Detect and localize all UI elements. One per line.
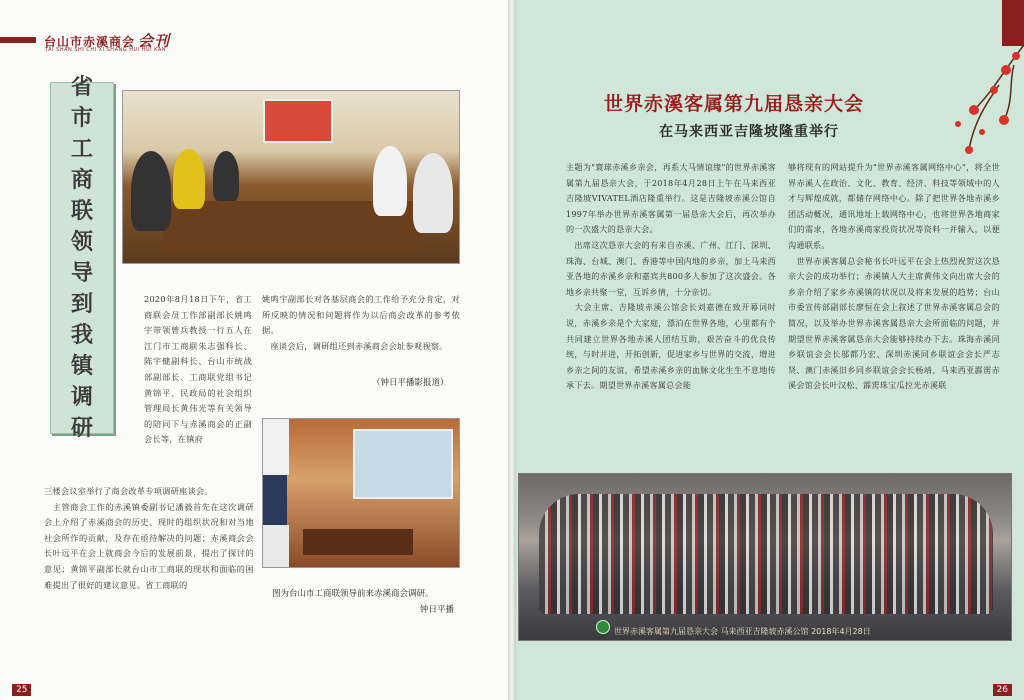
magazine-title-script: 会刊 — [138, 32, 171, 50]
vertical-title-char: 领 — [70, 229, 93, 255]
vertical-article-title — [50, 74, 114, 441]
presentation-screen — [263, 99, 333, 143]
vertical-title-char: 我 — [70, 322, 93, 348]
vertical-title-char: 商 — [70, 167, 93, 193]
vertical-title-char: 联 — [70, 198, 93, 224]
group-people — [539, 494, 993, 614]
article-col2-text: 姚鸣宇副部长对各基层商会的工作给予充分肯定，对所反映的情况和问题将作为以后商会改革的参考依据。 座谈会后，调研组还到赤溪商会会址参观视察。 — [262, 294, 460, 351]
article-col-full: 三楼会议室举行了商会改革专项调研座谈会。 主管商会工作的赤溪镇委副书记潘毅首先在这次调研会上介绍了赤溪商会的历史、现时的组织状况和对当地社会所作的贡献，及存在亟待解决的问题；赤溪商会会长叶远平在会上就商会今后的发展前景，提出了探讨的意见；黄锦平副部长就台山市工商联的现状和面临的困难提出了很好的建议意见。省工商联的 — [44, 486, 254, 590]
article-col1-top: 2020年8月18日下午，省工商联会员工作部副部长姚鸣宇带领曾兵教授一行五人在江门市工商联朱志强科长、陈宇健副科长、台山市统战部副部长、工商联党组书记黄锦平、民政局的社会组织管理局长黄伟光等有关领导的陪同下与赤溪商会的正副会长等，在镇府 — [144, 294, 252, 445]
group-photo — [518, 473, 1012, 641]
visit-photo — [262, 418, 460, 568]
article-title: 世界赤溪客属第九届恳亲大会 — [604, 93, 865, 115]
page-spine — [508, 0, 516, 700]
vertical-title-char: 省 — [70, 74, 93, 100]
article-subtitle: 在马来西亚吉隆坡隆重举行 — [659, 124, 839, 140]
right-col2: 够将现有的网站提升为"世界赤溪客属网络中心"，将全世界赤溪人在政治、文化、教育、经济、科技等领域中的人才与辉煌成就，都储存网络中心。除了把世界各地赤溪乡团活动概况，通讯地址上载网络中心，也将世界各地商家们的需求，各地赤溪商家投资状况等资料一并输入，以便沟通联系。 世界赤溪客属总会秘书长叶远平在会上热烈祝贺这次恳亲大会的成功举行；赤溪镇人大主席黄伟文向出席大会的乡亲介绍了家乡赤溪镇的状况以及将来发展的趋势；台山市委宣传部副部长廖恒在会上叙述了世界赤溪客属总会的简况，以及举办世界赤溪客属恳亲大会所面临的问题，并期望世界赤溪客属恳亲大会能够持续办下去。珠海赤溪同乡联谊会会长邬都乃宏、深圳赤溪同乡联谊会会长严志贤、澳门赤溪旧乡同乡联谊会会长杨靖、马来西亚霹雳赤溪会馆会长叶汉松、霹雳珠宝瓜拉光赤溪联 — [788, 162, 1000, 391]
group-photo-caption: 世界赤溪客属第九届恳亲大会 马来西亚吉隆坡赤溪公馆 2018年4月28日 — [614, 627, 871, 636]
vertical-title-char: 镇 — [70, 353, 93, 379]
vertical-title-char: 工 — [70, 136, 93, 162]
meeting-photo — [122, 90, 460, 264]
plum-blossom-decoration — [944, 40, 1024, 170]
group-photo-badge — [596, 620, 610, 634]
header-bar — [0, 37, 36, 43]
photo-caption: 图为台山市工商联领导前来赤溪商会调研。 — [272, 589, 434, 599]
photo-credit: 钟日平播 — [420, 605, 455, 615]
vertical-title-char: 调 — [70, 384, 93, 410]
right-page — [512, 0, 1024, 700]
vertical-title-char: 市 — [70, 105, 93, 131]
vertical-title-char: 到 — [70, 291, 93, 317]
page-number-right: 26 — [993, 684, 1012, 696]
byline: （钟日平播影报道） — [372, 378, 449, 388]
page-number-left: 25 — [12, 684, 31, 696]
magazine-subtitle: TAI SHAN SHI CHI XI SHANG HUI HUI KAN — [45, 47, 167, 53]
right-col1: 主题为"寰球赤溪乡亲会，再系大马情谊缘"的世界赤溪客属第九届恳亲大会，于2018年4月28日上午在马来西亚吉隆坡VIVATEL酒店隆重举行。这是吉隆坡赤溪公馆自1997年举办世界赤溪客属第一届恳亲大会后，再次举办的一次盛大的恳亲大会。 出席这次恳亲大会的有来自赤溪、广州、江门、深圳、珠海、台城、澳门、香港等中国内地的乡亲，加上马来西亚各地的赤溪乡亲和嘉宾共800多人参加了这次盛会。各地乡亲共聚一堂，互诉乡情，十分亲切。 大会主席、吉隆坡赤溪公馆会长刘嘉德在致开幕词时说，赤溪乡亲是个大家庭，漂泊在世界各地，心里都有个共同建立世界各地赤溪人团结互助，艰苦奋斗的优良传统，与时并进，开拓创新，促进家乡与世界的交流，增进乡亲之间的友谊，希望赤溪乡亲的血脉文化生生不息地传承下去。期望世界赤溪客属总会能 — [566, 162, 776, 391]
vertical-title-char: 导 — [70, 260, 93, 286]
vertical-title-char: 研 — [70, 415, 93, 441]
window — [353, 429, 453, 499]
article-col2-top — [262, 292, 460, 354]
tea-table — [303, 529, 413, 555]
magazine-title: 台山市赤溪商会 会刊 — [44, 32, 171, 50]
